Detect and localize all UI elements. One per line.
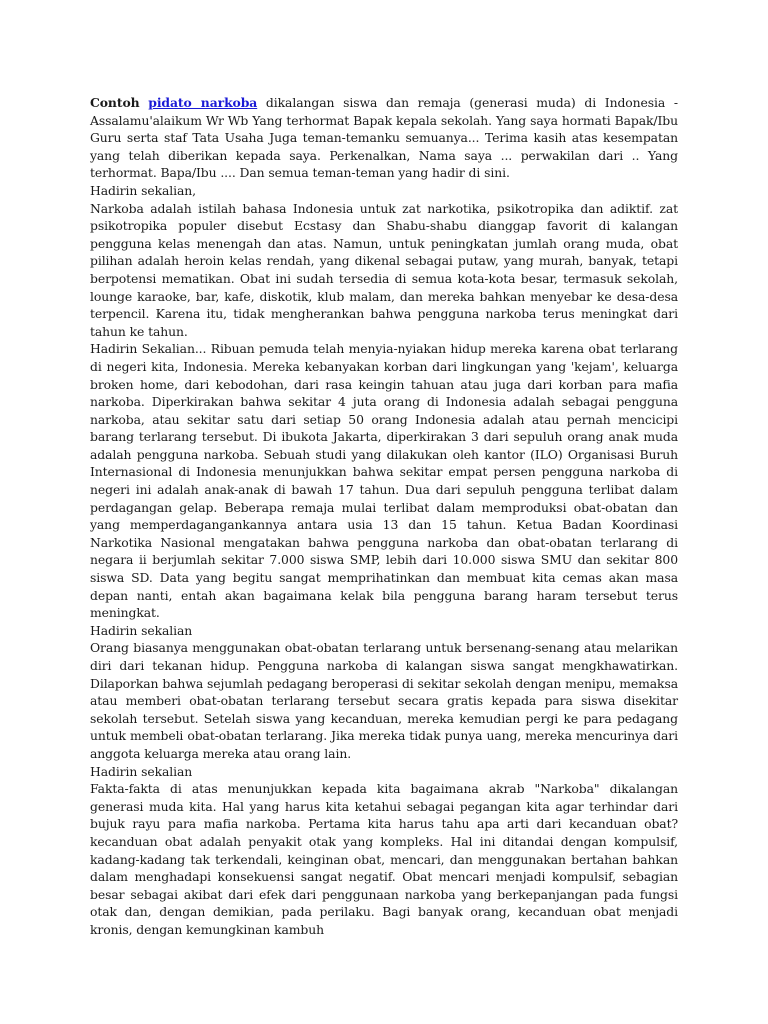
greeting-2: Hadirin sekalian (90, 622, 193, 638)
greeting-3: Hadirin sekalian (90, 763, 193, 779)
paragraph-definition: Narkoba adalah istilah bahasa Indonesia untuk zat narkotika, psikotropika dan adiktif. zat psikotropika populer disebut Ecstasy dan Shabu-shabu dianggap favorit di kalangan pengguna kelas menengah dan atas. Namun, untuk peningkatan jumlah orang muda, obat pilihan adalah heroin kelas rendah, yang dikenal sebagai putaw, yang murah, banyak, tetapi berpotensi mematikan. Obat ini sudah tersedia di semua kota-kota besar, termasuk sekolah, lounge karaoke, bar, kafe, diskotik, klub malam, dan mereka bahkan menyebar ke desa-desa terpencil. Karena itu, tidak mengherankan bahwa pengguna narkoba terus meningkat dari tahun ke tahun. (90, 200, 678, 339)
paragraph-reasons: Orang biasanya menggunakan obat-obatan terlarang untuk bersenang-senang atau melarikan diri dari tekanan hidup. Pengguna narkoba di kalangan siswa sangat mengkhawatirkan. Dilaporkan bahwa sejumlah pedagang beroperasi di sekitar sekolah dengan menipu, memaksa atau memberi obat-obatan terlarang tersebut secara gratis kepada para siswa disekitar sekolah tersebut. Setelah siswa yang kecanduan, mereka kemudian pergi ke para pedagang untuk membeli obat-obatan terlarang. Jika mereka tidak punya uang, mereka mencurinya dari anggota keluarga mereka atau orang lain. (90, 640, 678, 761)
intro-paragraph (90, 94, 678, 182)
paragraph-statistics: Hadirin Sekalian... Ribuan pemuda telah menyia-nyiakan hidup mereka karena obat terlarang di negeri kita, Indonesia. Mereka kebanyakan korban dari lingkungan yang 'kejam', keluarga broken home, dari kebodohan, dari rasa keingin tahuan atau juga dari korban para mafia narkoba. Diperkirakan bahwa sekitar 4 juta orang di Indonesia adalah sebagai pengguna narkoba, atau sekitar satu dari setiap 50 orang Indonesia adalah atau pernah mencicipi barang terlarang tersebut. Di ibukota Jakarta, diperkirakan 3 dari sepuluh orang anak muda adalah pengguna narkoba. Sebuah studi yang dilakukan oleh kantor (ILO) Organisasi Buruh Internasional di Indonesia menunjukkan bahwa sekitar empat persen pengguna narkoba di negeri ini adalah anak-anak di bawah 17 tahun. Dua dari sepuluh pengguna terlibat dalam perdagangan gelap. Beberapa remaja mulai terlibat dalam memproduksi obat-obatan dan yang memperdagangankannya antara usia 13 dan 15 tahun. Ketua Badan Koordinasi Narkotika Nasional mengatakan bahwa pengguna narkoba dan obat-obatan terlarang di negara ii berjumlah sekitar 7.000 siswa SMP, lebih dari 10.000 siswa SMU dan sekitar 800 siswa SD. Data yang begitu sangat memprihatinkan dan membuat kita cemas akan masa depan nanti, entah akan bagaimana kelak bila pengguna barang haram tersebut terus meningkat. (90, 341, 678, 621)
intro-text: dikalangan siswa dan remaja (generasi muda) di Indonesia - Assalamu'alaikum Wr Wb Yang terhormat Bapak kepala sekolah. Yang saya hormati Bapak/Ibu Guru serta staf Tata Usaha Juga teman-temanku semuanya... Terima kasih atas kesempatan yang telah diberikan kepada saya. Perkenalkan, Nama saya ... perwakilan dari .. Yang terhormat. Bapa/Ibu .... Dan semua teman-teman yang hadir di sini. (90, 95, 678, 181)
document-body (90, 94, 678, 939)
greeting-1: Hadirin sekalian, (90, 182, 197, 198)
intro-lead-word: Contoh (90, 95, 140, 110)
pidato-narkoba-link[interactable]: pidato narkoba (148, 95, 258, 110)
paragraph-addiction: Fakta-fakta di atas menunjukkan kepada kita bagaimana akrab "Narkoba" dikalangan generasi muda kita. Hal yang harus kita ketahui sebagai pegangan kita agar terhindar dari bujuk rayu para mafia narkoba. Pertama kita harus tahu apa arti dari kecanduan obat? kecanduan obat adalah penyakit otak yang kompleks. Hal ini ditandai dengan kompulsif, kadang-kadang tak terkendali, keinginan obat, mencari, dan menggunakan bertahan bahkan dalam menghadapi konsekuensi sangat negatif. Obat mencari menjadi kompulsif, sebagian besar sebagai akibat dari efek dari penggunaan narkoba yang berkepanjangan pada fungsi otak dan, dengan demikian, pada perilaku. Bagi banyak orang, kecanduan obat menjadi kronis, dengan kemungkinan kambuh (90, 781, 678, 937)
